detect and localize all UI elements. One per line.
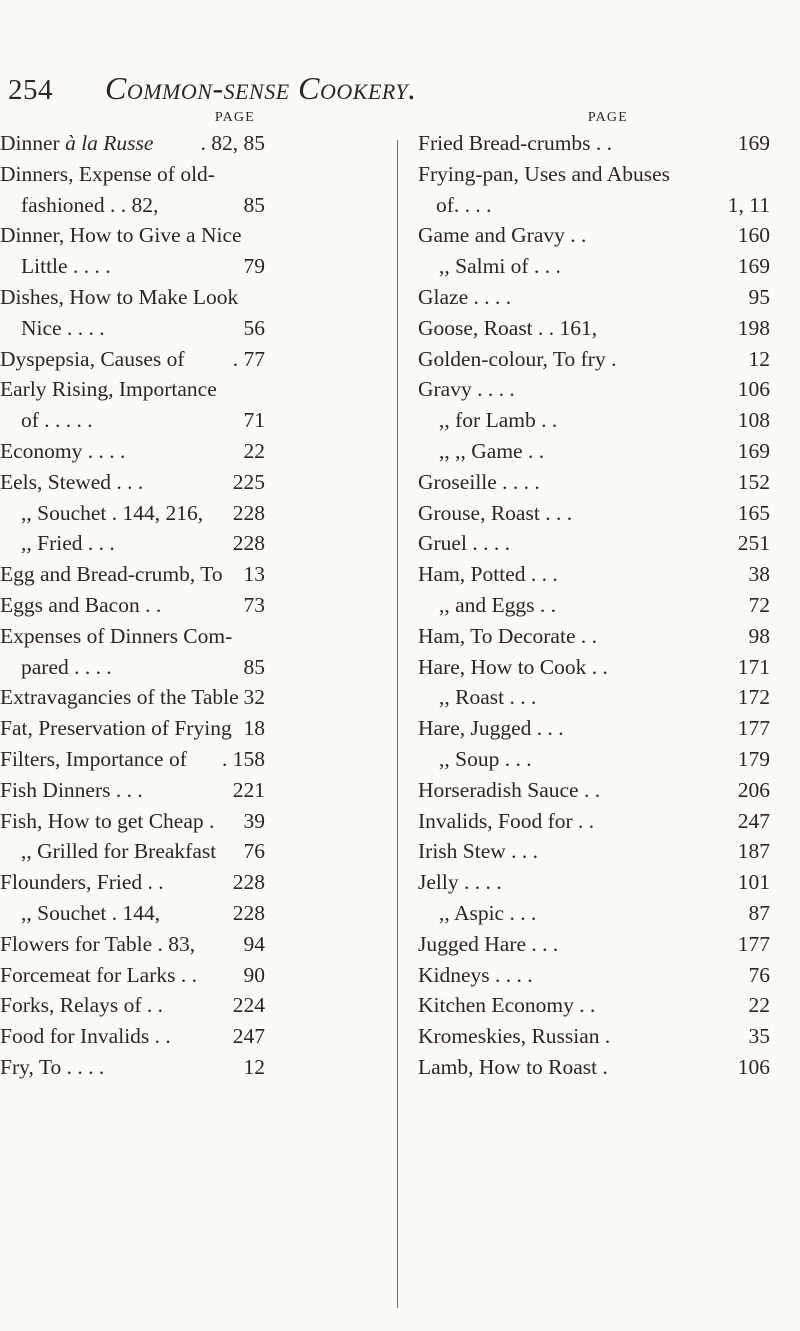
index-entry <box>0 159 265 190</box>
entry-label: Gravy . . . . <box>418 377 515 402</box>
index-entry <box>0 405 265 436</box>
index-entry <box>0 374 265 405</box>
index-entry <box>0 652 265 683</box>
entry-page: 87 <box>748 900 770 925</box>
entry-label: Hare, How to Cook . . <box>418 654 608 679</box>
entry-page: 22 <box>243 438 265 463</box>
entry-page: 224 <box>232 993 265 1018</box>
index-entry <box>400 652 770 683</box>
entry-page: 179 <box>737 746 770 771</box>
index-entry <box>400 436 770 467</box>
entry-label: Fat, Preservation of Frying <box>0 716 232 741</box>
column-divider <box>397 140 398 1308</box>
entry-page: 172 <box>737 685 770 710</box>
index-entry <box>400 159 770 190</box>
index-entry <box>0 898 265 929</box>
entry-page: 106 <box>737 377 770 402</box>
entry-page: 169 <box>737 254 770 279</box>
entry-page: 56 <box>243 315 265 340</box>
entry-label: of. . . . <box>436 192 492 217</box>
index-entries-left <box>0 128 395 1083</box>
entry-page: 1, 11 <box>727 192 770 217</box>
entry-page: 79 <box>243 254 265 279</box>
index-entry <box>400 960 770 991</box>
entry-label: Flounders, Fried . . <box>0 870 164 895</box>
index-entry <box>400 929 770 960</box>
index-entry <box>0 220 265 251</box>
entry-label: Dishes, How to Make Look <box>0 284 239 309</box>
entry-page: 18 <box>243 716 265 741</box>
entry-label: ,, for Lamb . . <box>439 408 558 433</box>
entry-label: Fried Bread-crumbs . . <box>418 131 613 155</box>
entry-page: 12 <box>243 1054 265 1079</box>
index-entry <box>400 806 770 837</box>
entry-page: 108 <box>737 408 770 433</box>
entry-label: Glaze . . . . <box>418 284 512 309</box>
index-entry <box>400 559 770 590</box>
entry-label: Fish Dinners . . . <box>0 777 143 802</box>
index-entry <box>400 282 770 313</box>
index-entry <box>400 313 770 344</box>
index-entry <box>0 436 265 467</box>
index-entry <box>0 1021 265 1052</box>
entry-page: 221 <box>232 777 265 802</box>
index-entry <box>0 867 265 898</box>
entry-label: Expenses of Dinners Com- <box>0 623 233 648</box>
index-entry <box>400 220 770 251</box>
entry-label: Fry, To . . . . <box>0 1054 105 1079</box>
entry-label: Dinners, Expense of old- <box>0 161 215 186</box>
entry-page: 206 <box>737 777 770 802</box>
index-entry <box>0 590 265 621</box>
entry-label: ,, and Eggs . . <box>439 592 557 617</box>
index-entry <box>0 467 265 498</box>
entry-page: 247 <box>737 808 770 833</box>
entry-page: 85 <box>243 192 265 217</box>
entry-label: ,, Roast . . . <box>439 685 537 710</box>
entry-label: Groseille . . . . <box>418 469 540 494</box>
entry-page: 198 <box>737 315 770 340</box>
page-heading-left: PAGE <box>214 110 255 125</box>
entry-label: ,, Salmi of . . . <box>439 254 561 279</box>
entry-page: 247 <box>232 1024 265 1049</box>
entry-label: Fish, How to get Cheap . <box>0 808 215 833</box>
running-title: Common-sense Cookery. <box>105 70 417 106</box>
entry-label: of . . . . . <box>21 408 93 433</box>
entry-label: fashioned . . 82, <box>21 192 159 217</box>
index-entry <box>0 775 265 806</box>
entry-label: Food for Invalids . . <box>0 1024 171 1049</box>
entry-page: 72 <box>748 592 770 617</box>
index-entry <box>0 528 265 559</box>
index-entries-right <box>400 128 800 1083</box>
entry-label: Ham, To Decorate . . <box>418 623 597 648</box>
entry-page: 225 <box>232 469 265 494</box>
entry-page: 228 <box>232 500 265 525</box>
entry-page: 169 <box>737 131 770 155</box>
entry-label: Grouse, Roast . . . <box>418 500 573 525</box>
entry-page: 32 <box>243 685 265 710</box>
entry-label: ,, Souchet . 144, 216, <box>21 500 204 525</box>
entry-label: Invalids, Food for . . <box>418 808 595 833</box>
index-entry <box>400 898 770 929</box>
entry-page: 106 <box>737 1054 770 1079</box>
entry-page: 177 <box>737 931 770 956</box>
entry-page: 165 <box>737 500 770 525</box>
index-entry <box>400 590 770 621</box>
index-entry <box>400 190 770 221</box>
entry-label: ,, Grilled for Breakfast <box>21 839 217 864</box>
entry-label: Filters, Importance of <box>0 746 187 771</box>
index-entry <box>400 1021 770 1052</box>
index-entry <box>0 960 265 991</box>
index-entry <box>0 344 265 375</box>
entry-label: Kromeskies, Russian . <box>418 1024 611 1049</box>
index-entry <box>400 467 770 498</box>
index-entry <box>400 713 770 744</box>
entry-page: 171 <box>737 654 770 679</box>
entry-label: Eggs and Bacon . . <box>0 592 162 617</box>
index-entry <box>400 1052 770 1083</box>
entry-label: Goose, Roast . . 161, <box>418 315 598 340</box>
entry-page: 90 <box>243 962 265 987</box>
index-entry <box>400 867 770 898</box>
index-entry <box>400 744 770 775</box>
index-entry <box>0 1052 265 1083</box>
index-entry <box>400 682 770 713</box>
index-entry <box>400 344 770 375</box>
entry-label: Forcemeat for Larks . . <box>0 962 198 987</box>
entry-label: ,, Aspic . . . <box>439 900 537 925</box>
entry-label: Hare, Jugged . . . <box>418 716 564 741</box>
entry-page: 13 <box>243 562 265 587</box>
entry-label: Kidneys . . . . <box>418 962 533 987</box>
entry-label: Dyspepsia, Causes of <box>0 346 185 371</box>
index-entry <box>0 990 265 1021</box>
index-entry <box>0 806 265 837</box>
index-entry <box>0 128 265 159</box>
entry-label: ,, Souchet . 144, <box>21 900 161 925</box>
entry-page: 160 <box>737 223 770 248</box>
index-entry <box>0 836 265 867</box>
index-entry <box>0 713 265 744</box>
index-entry <box>400 621 770 652</box>
entry-label: ,, ,, Game . . <box>439 438 545 463</box>
index-entry <box>0 190 265 221</box>
page-number: 254 <box>8 74 53 106</box>
entry-page: 187 <box>737 839 770 864</box>
entry-page: 95 <box>748 284 770 309</box>
entry-label: Frying-pan, Uses and Abuses <box>418 161 671 186</box>
index-entry <box>400 251 770 282</box>
index-entry <box>0 282 265 313</box>
index-entry <box>400 498 770 529</box>
entry-page: 101 <box>737 870 770 895</box>
entry-label: Dinner à la Russe <box>0 131 154 155</box>
entry-label: Jelly . . . . <box>418 870 502 895</box>
entry-page: . 82, 85 <box>200 131 265 155</box>
index-entry <box>0 621 265 652</box>
index-entry <box>0 498 265 529</box>
entry-label: Irish Stew . . . <box>418 839 539 864</box>
entry-label: Nice . . . . <box>21 315 105 340</box>
entry-label: Flowers for Table . 83, <box>0 931 196 956</box>
entry-page: 94 <box>243 931 265 956</box>
entry-page: 169 <box>737 438 770 463</box>
entry-label: Lamb, How to Roast . <box>418 1054 608 1079</box>
entry-page: 98 <box>748 623 770 648</box>
entry-page: 71 <box>243 408 265 433</box>
entry-page: 39 <box>243 808 265 833</box>
entry-label: Game and Gravy . . <box>418 223 587 248</box>
index-entry <box>0 682 265 713</box>
entry-label: Extravagancies of the Table <box>0 685 239 710</box>
entry-label: Economy . . . . <box>0 438 126 463</box>
entry-label: Jugged Hare . . . <box>418 931 559 956</box>
italic-phrase: à la Russe <box>65 131 154 155</box>
entry-label: Egg and Bread-crumb, To <box>0 562 223 587</box>
index-entry <box>400 405 770 436</box>
index-entry <box>400 128 770 159</box>
entry-page: 22 <box>748 993 770 1018</box>
entry-label: Little . . . . <box>21 254 111 279</box>
entry-label: Horseradish Sauce . . <box>418 777 601 802</box>
entry-label: ,, Soup . . . <box>439 746 532 771</box>
index-entry <box>400 528 770 559</box>
index-entry <box>400 836 770 867</box>
entry-page: 85 <box>243 654 265 679</box>
entry-page: 177 <box>737 716 770 741</box>
index-entry <box>0 929 265 960</box>
entry-label: Golden-colour, To fry . <box>418 346 617 371</box>
index-entry <box>0 313 265 344</box>
entry-page: . 158 <box>222 746 265 771</box>
page-heading-right: PAGE <box>587 110 628 125</box>
index-column-right <box>400 110 800 1083</box>
index-entry <box>400 775 770 806</box>
entry-page: 76 <box>243 839 265 864</box>
entry-page: 35 <box>748 1024 770 1049</box>
entry-label: pared . . . . <box>21 654 112 679</box>
index-entry <box>0 744 265 775</box>
entry-label: Eels, Stewed . . . <box>0 469 144 494</box>
entry-page: 251 <box>737 531 770 556</box>
index-entry <box>400 374 770 405</box>
index-column-left <box>0 110 395 1083</box>
entry-page: . 77 <box>232 346 265 371</box>
entry-page: 38 <box>748 562 770 587</box>
entry-page: 228 <box>232 531 265 556</box>
index-entry <box>0 251 265 282</box>
index-entry <box>400 990 770 1021</box>
entry-page: 228 <box>232 870 265 895</box>
entry-page: 76 <box>748 962 770 987</box>
index-entry <box>0 559 265 590</box>
entry-label: ,, Fried . . . <box>21 531 115 556</box>
entry-label: Kitchen Economy . . <box>418 993 596 1018</box>
entry-label: Ham, Potted . . . <box>418 562 558 587</box>
entry-page: 228 <box>232 900 265 925</box>
entry-label: Dinner, How to Give a Nice <box>0 223 242 248</box>
entry-page: 152 <box>737 469 770 494</box>
entry-page: 12 <box>748 346 770 371</box>
entry-label: Early Rising, Importance <box>0 377 217 402</box>
entry-label: Forks, Relays of . . <box>0 993 164 1018</box>
entry-label: Gruel . . . . <box>418 531 510 556</box>
entry-page: 73 <box>243 592 265 617</box>
